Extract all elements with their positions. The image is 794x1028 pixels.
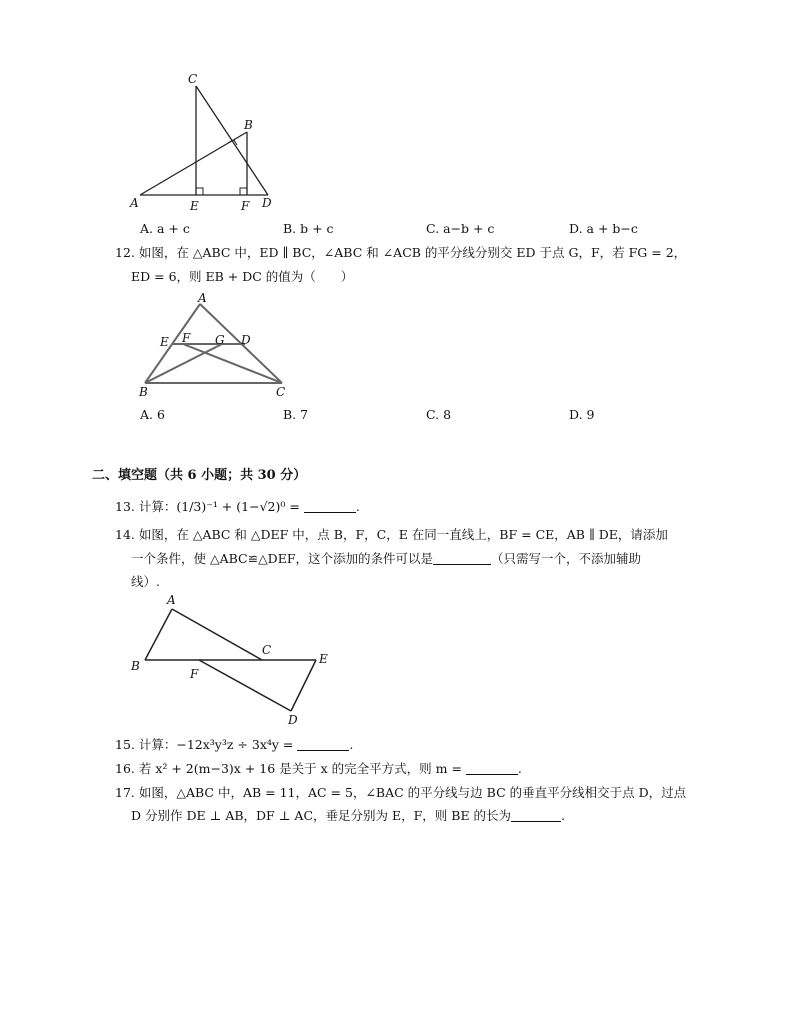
q17-answer-blank[interactable] — [511, 809, 561, 822]
q13-suffix: . — [355, 499, 360, 514]
q11-option-a: A. a + c — [140, 221, 190, 236]
fig12-label-g: G — [215, 333, 225, 347]
q15-text: 15. 计算：−12x³y³z ÷ 3x⁴y = — [115, 737, 294, 752]
fig14-side-ac — [172, 609, 262, 660]
q12-option-c: C. 8 — [426, 407, 452, 422]
q17-line-2 — [131, 808, 565, 824]
q13-prefix: 13. 计算： — [115, 499, 177, 514]
q12-option-d: D. 9 — [569, 407, 595, 422]
q14-line-1: 14. 如图，在 △ABC 和 △DEF 中，点 B，F，C，E 在同一直线上，BF = CE，AB ∥ DE，请添加 — [115, 527, 668, 542]
fig12-label-c: C — [276, 385, 286, 399]
q17-line-2-text: D 分别作 DE ⊥ AB，DF ⊥ AC，垂足分别为 E，F，则 BE 的长为 — [131, 808, 512, 823]
fig11-label-a: A — [130, 196, 139, 210]
fig14-label-f: F — [190, 667, 199, 681]
fig14-label-e: E — [319, 652, 328, 666]
q16-suffix: . — [517, 761, 522, 776]
fig14-side-fd — [199, 660, 291, 711]
fig11-label-d: D — [262, 196, 272, 210]
q12-line-1: 12. 如图，在 △ABC 中，ED ∥ BC，∠ABC 和 ∠ACB 的平分线分别交 ED 于点 G，F，若 FG = 2， — [115, 245, 687, 260]
fig14-label-c: C — [262, 643, 272, 657]
q15-answer-blank[interactable] — [297, 738, 349, 751]
q16 — [115, 761, 522, 777]
fig11-label-b: B — [244, 118, 253, 132]
fig12-label-d: D — [241, 333, 251, 347]
fig11-label-e: E — [190, 199, 199, 213]
q14-line-2b: （只需写一个，不添加辅助 — [491, 551, 642, 566]
q15-suffix: . — [349, 737, 354, 752]
q11-option-c: C. a−b + c — [426, 221, 495, 236]
fig14-side-ed — [291, 660, 316, 711]
q11-option-d: D. a + b−c — [569, 221, 638, 236]
fig11-label-f: F — [241, 199, 250, 213]
q16-text: 16. 若 x² + 2(m−3)x + 16 是关于 x 的完全平方式，则 m = — [115, 761, 462, 776]
q17-line-1: 17. 如图，△ABC 中，AB = 11，AC = 5，∠BAC 的平分线与边 BC 的垂直平分线相交于点 D，过点 — [115, 785, 687, 800]
fig14-label-b: B — [131, 659, 140, 673]
fig12-label-f: F — [182, 331, 191, 345]
q12-option-a: A. 6 — [140, 407, 165, 422]
q14-line-2a: 一个条件，使 △ABC≌△DEF，这个添加的条件可以是 — [131, 551, 434, 566]
q16-answer-blank[interactable] — [466, 762, 518, 775]
q17-suffix: . — [561, 808, 566, 823]
q15 — [115, 737, 353, 753]
q12-option-b: B. 7 — [283, 407, 309, 422]
q13-expression: (1/3)⁻¹ + (1−√2)⁰ = — [176, 499, 300, 514]
fig11-label-c: C — [188, 72, 198, 86]
fig14-label-a: A — [167, 593, 176, 607]
q12-line-2: ED = 6，则 EB + DC 的值为（ ） — [131, 269, 354, 284]
fig12-label-b: B — [139, 385, 148, 399]
fig12-label-a: A — [198, 291, 207, 305]
q14-line-3: 线）. — [131, 574, 160, 589]
fig14-side-ab — [145, 609, 172, 660]
section-heading: 二、填空题（共 6 小题；共 30 分） — [92, 468, 307, 483]
q11-option-b: B. b + c — [283, 221, 334, 236]
fig14-label-d: D — [288, 713, 298, 727]
fig12-label-e: E — [160, 335, 169, 349]
